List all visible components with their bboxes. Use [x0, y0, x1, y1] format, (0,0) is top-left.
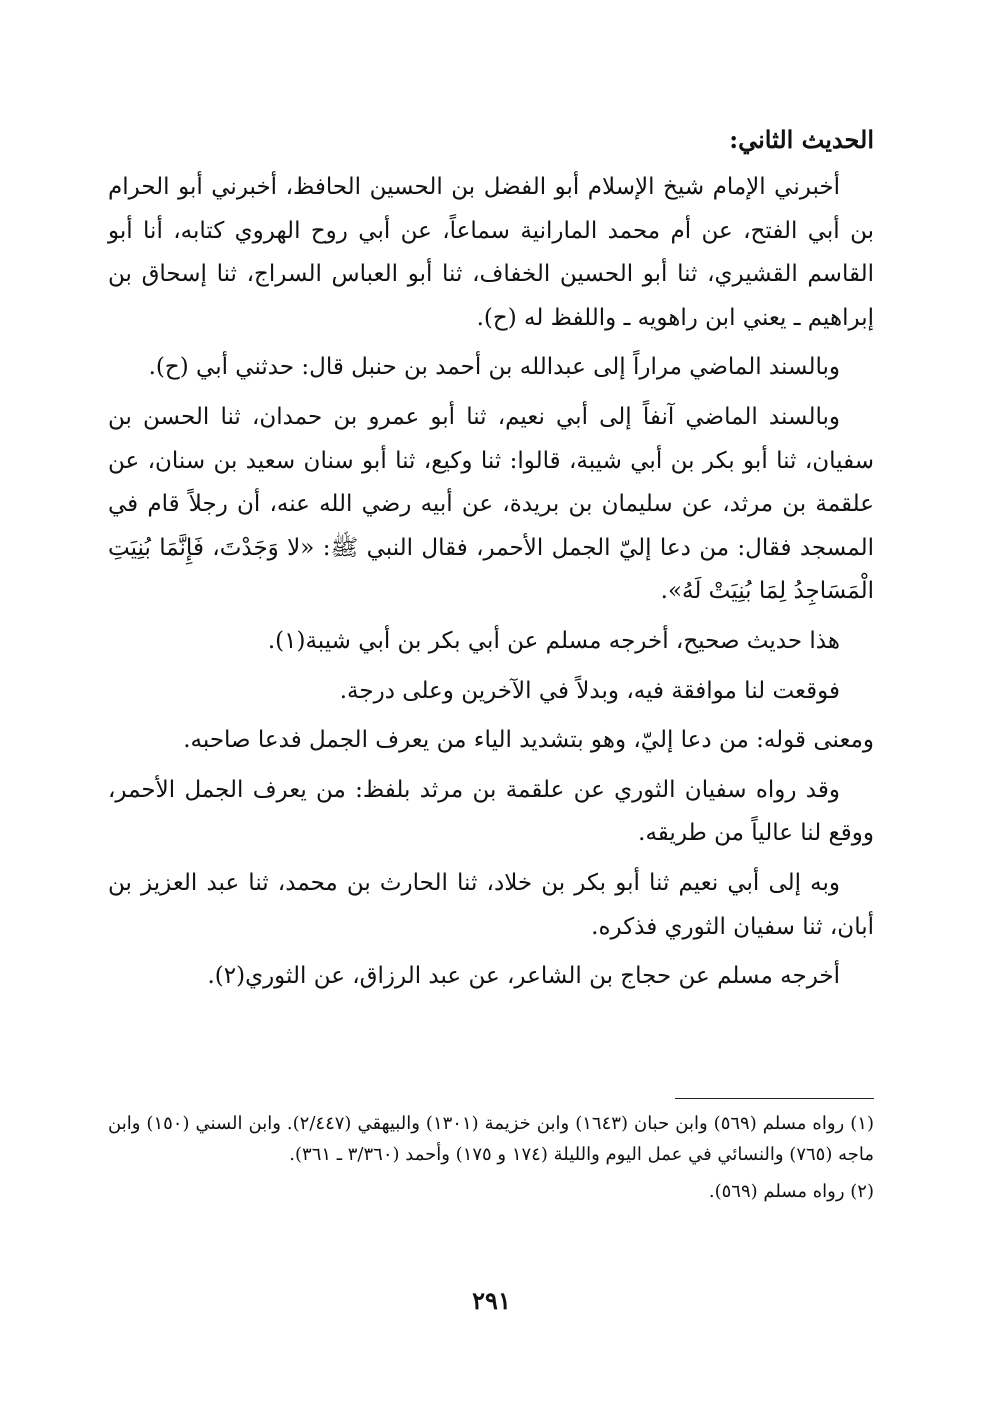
paragraph-hadith-text: وبالسند الماضي آنفاً إلى أبي نعيم، ثنا أبو عمرو بن حمدان، ثنا الحسن بن سفيان، ثنا أبو بكر بن أبي شيبة، قالوا: ثنا وكيع، ثنا أبو سنان سعيد بن سنان، عن علقمة بن مرثد، عن سليمان بن بريدة، عن أبيه رضي الله عنه، أن رجلاً قام في المسجد فقال: من دعا إليّ الجمل الأحمر، فقال النبي ﷺ: «لا وَجَدْتَ، فَإِنَّمَا بُنِيَتِ الْمَسَاجِدُ لِمَا بُنِيَتْ لَهُ».: [108, 403, 874, 605]
paragraph-muwafaqa: فوقعت لنا موافقة فيه، وبدلاً في الآخرين وعلى درجة.: [339, 677, 840, 704]
paragraph-isnad-1: أخبرني الإمام شيخ الإسلام أبو الفضل بن الحسين الحافظ، أخبرني أبو الحرام بن أبي الفتح، عن أم محمد المارانية سماعاً، عن أبي روح الهروي كتابه، أنا أبو القاسم القشيري، ثنا أبو الحسين الخفاف، ثنا أبو العباس السراج، ثنا إسحاق بن إبراهيم ـ يعني ابن راهويه ـ واللفظ له (ح).: [108, 174, 874, 331]
paragraph-abu-nuaym: وبه إلى أبي نعيم ثنا أبو بكر بن خلاد، ثنا الحارث بن محمد، ثنا عبد العزيز بن أبان، ثنا سفيان الثوري فذكره.: [108, 869, 874, 940]
section-heading: الحديث الثاني:: [729, 125, 874, 154]
footnote-separator: [675, 1098, 874, 1099]
paragraph-isnad-2: وبالسند الماضي مراراً إلى عبدالله بن أحمد بن حنبل قال: حدثني أبي (ح).: [148, 354, 840, 381]
footnote-1: (١) رواه مسلم (٥٦٩) وابن حبان (١٦٤٣) وابن خزيمة (١٣٠١) والبيهقي (٢/٤٤٧). وابن السني (١٥٠) وابن ماجه (٧٦٥) والنسائي في عمل اليوم والليلة (١٧٤ و ١٧٥) وأحمد (٣/٣٦٠ ـ ٣٦١).: [108, 1113, 874, 1165]
main-text: [108, 118, 874, 999]
paragraph-grading: هذا حديث صحيح، أخرجه مسلم عن أبي بكر بن أبي شيبة(١).: [267, 627, 840, 654]
paragraph-takhrij: أخرجه مسلم عن حجاج بن الشاعر، عن عبد الرزاق، عن الثوري(٢).: [207, 963, 840, 990]
page-number: ٢٩١: [472, 1286, 511, 1315]
paragraph-thawri-riwaya: وقد رواه سفيان الثوري عن علقمة بن مرثد بلفظ: من يعرف الجمل الأحمر، ووقع لنا عالياً من طريقه.: [108, 776, 874, 847]
footnote-2: (٢) رواه مسلم (٥٦٩).: [708, 1181, 874, 1202]
paragraph-meaning: ومعنى قوله: من دعا إليّ، وهو بتشديد الياء من يعرف الجمل فدعا صاحبه.: [183, 727, 874, 754]
footnotes: [108, 1108, 874, 1213]
